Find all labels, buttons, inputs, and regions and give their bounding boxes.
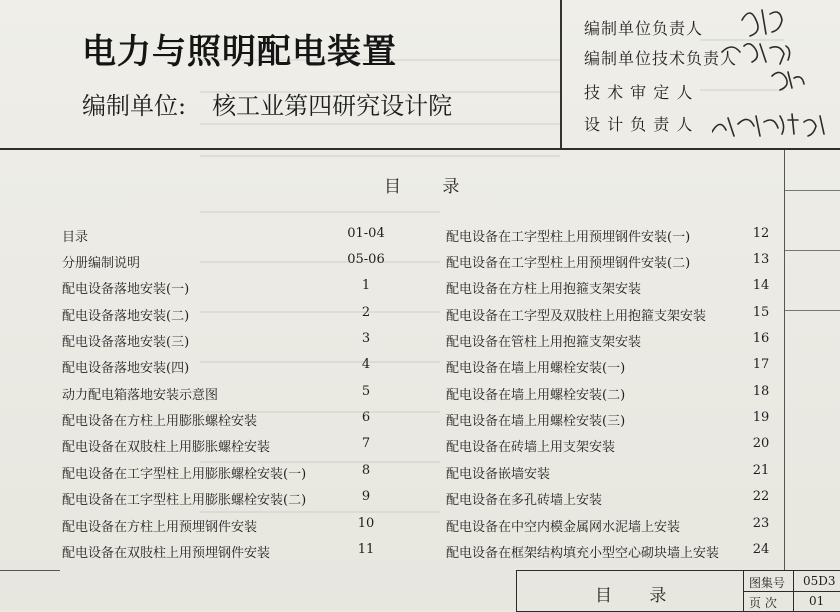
toc-entry-page: 11 <box>357 542 375 557</box>
toc-entry[interactable] <box>446 384 776 406</box>
toc-entry-title: 配电设备在方柱上用膨胀螺栓安装 <box>62 414 258 429</box>
toc-entry-title: 配电设备在多孔砖墙上安装 <box>446 493 603 508</box>
toc-entry[interactable] <box>446 410 776 432</box>
toc-entry-page: 9 <box>361 489 371 504</box>
toc-entry-title: 配电设备在框架结构填充小型空心砌块墙上安装 <box>446 546 720 561</box>
header-divider <box>0 148 840 150</box>
toc-entry-page: 3 <box>361 331 371 346</box>
toc-entry[interactable] <box>446 278 776 300</box>
toc-entry-title: 配电设备在工字型柱上用膨胀螺栓安装(二) <box>62 493 307 508</box>
page-number-label: 页 次 <box>749 596 777 610</box>
toc-entry-page: 1 <box>361 278 371 293</box>
toc-entry[interactable] <box>446 305 776 327</box>
toc-entry[interactable] <box>62 278 392 300</box>
toc-entry-title: 配电设备落地安装(四) <box>62 361 190 376</box>
toc-entry-title: 配电设备落地安装(二) <box>62 309 190 324</box>
toc-entry-title: 配电设备在中空内模金属网水泥墙上安装 <box>446 520 681 535</box>
toc-entry[interactable] <box>62 305 392 327</box>
toc-entry[interactable] <box>62 331 392 353</box>
toc-entry-page: 16 <box>752 331 770 346</box>
toc-entry[interactable] <box>62 542 392 564</box>
toc-entry[interactable] <box>62 357 392 379</box>
signoff-row: 技 术 审 定 人 <box>584 83 694 102</box>
toc-entry[interactable] <box>62 384 392 406</box>
toc-entry-title: 配电设备在方柱上用抱箍支架安装 <box>446 282 642 297</box>
toc-entry[interactable] <box>446 252 776 274</box>
document-title: 电力与照明配电装置 <box>82 32 397 72</box>
toc-entry-title: 分册编制说明 <box>62 256 141 271</box>
toc-entry-page: 18 <box>752 384 770 399</box>
signoff-block <box>560 0 840 150</box>
margin-cell <box>785 310 840 351</box>
toc-entry-page: 24 <box>752 542 770 557</box>
toc-entry-page: 10 <box>357 516 375 531</box>
toc-entry[interactable] <box>62 226 392 248</box>
handwritten-signatures <box>712 0 840 150</box>
toc-entry[interactable] <box>446 489 776 511</box>
toc-entry-page: 19 <box>752 410 770 425</box>
toc-entry[interactable] <box>446 516 776 538</box>
compiling-unit-name: 核工业第四研究设计院 <box>212 92 453 120</box>
compiling-unit-label: 编制单位: <box>82 92 187 120</box>
toc-entry[interactable] <box>62 489 392 511</box>
left-title-edge <box>0 570 60 611</box>
toc-entry-page: 13 <box>752 252 770 267</box>
toc-entry[interactable] <box>62 463 392 485</box>
margin-cell <box>785 250 840 291</box>
toc-entry-title: 配电设备在工字型柱上用预埋钢件安装(二) <box>446 256 691 271</box>
toc-entry[interactable] <box>62 436 392 458</box>
atlas-number-label: 图集号 <box>749 576 786 590</box>
toc-entry-page: 22 <box>752 489 770 504</box>
title-block-name: 目 录 <box>595 586 683 606</box>
toc-entry-title: 配电设备在砖墙上用支架安装 <box>446 440 616 455</box>
toc-entry-title: 配电设备在工字型柱上用膨胀螺栓安装(一) <box>62 467 307 482</box>
toc-entry-page: 4 <box>361 357 371 372</box>
toc-entry[interactable] <box>446 357 776 379</box>
toc-entry-page: 6 <box>361 410 371 425</box>
signoff-row: 设 计 负 责 人 <box>584 115 694 134</box>
toc-entry-title: 配电设备在工字型及双肢柱上用抱箍支架安装 <box>446 309 707 324</box>
toc-entry-title: 配电设备在工字型柱上用预埋钢件安装(一) <box>446 230 691 245</box>
toc-entry[interactable] <box>62 410 392 432</box>
title-block-divider <box>743 591 840 592</box>
toc-entry-title: 配电设备在方柱上用预埋钢件安装 <box>62 520 258 535</box>
margin-cell <box>785 190 840 231</box>
toc-entry-title: 配电设备在墙上用螺栓安装(二) <box>446 388 626 403</box>
toc-entry-page: 5 <box>361 384 371 399</box>
page-number-value: 01 <box>809 594 825 608</box>
toc-entry-page: 05-06 <box>347 252 385 267</box>
toc-entry-page: 20 <box>752 436 770 451</box>
toc-entry-title: 配电设备在管柱上用抱箍支架安装 <box>446 335 642 350</box>
compiling-unit <box>82 86 452 121</box>
toc-entry-page: 2 <box>361 305 371 320</box>
toc-entry-page: 17 <box>752 357 770 372</box>
toc-entry-page: 12 <box>752 226 770 241</box>
toc-entry-title: 动力配电箱落地安装示意图 <box>62 388 219 403</box>
toc-entry-page: 15 <box>752 305 770 320</box>
toc-entry-title: 配电设备落地安装(三) <box>62 335 190 350</box>
right-margin-strip <box>784 150 840 570</box>
toc-entry-title: 配电设备在双肢柱上用预埋钢件安装 <box>62 546 271 561</box>
toc-entry-title: 配电设备嵌墙安装 <box>446 467 551 482</box>
toc-entry-page: 8 <box>361 463 371 478</box>
toc-entry[interactable] <box>446 463 776 485</box>
toc-entry-page: 14 <box>752 278 770 293</box>
toc-entry[interactable] <box>62 252 392 274</box>
toc-entry-title: 目录 <box>62 230 89 245</box>
toc-entry-title: 配电设备在双肢柱上用膨胀螺栓安装 <box>62 440 271 455</box>
toc-entry-page: 01-04 <box>347 226 385 241</box>
toc-entry-page: 23 <box>752 516 770 531</box>
title-block <box>516 570 840 612</box>
toc-entry[interactable] <box>446 331 776 353</box>
signoff-row: 编制单位技术负责人 <box>584 49 738 68</box>
toc-entry-title: 配电设备落地安装(一) <box>62 282 190 297</box>
signoff-row: 编制单位负责人 <box>584 19 704 38</box>
toc-entry[interactable] <box>62 516 392 538</box>
toc-heading: 目 录 <box>384 177 478 197</box>
toc-entry[interactable] <box>446 542 776 564</box>
toc-entry-title: 配电设备在墙上用螺栓安装(三) <box>446 414 626 429</box>
atlas-number-value: 05D3 <box>803 574 836 588</box>
toc-entry-page: 7 <box>361 436 371 451</box>
toc-entry[interactable] <box>446 226 776 248</box>
toc-entry-title: 配电设备在墙上用螺栓安装(一) <box>446 361 626 376</box>
toc-entry[interactable] <box>446 436 776 458</box>
toc-entry-page: 21 <box>752 463 770 478</box>
